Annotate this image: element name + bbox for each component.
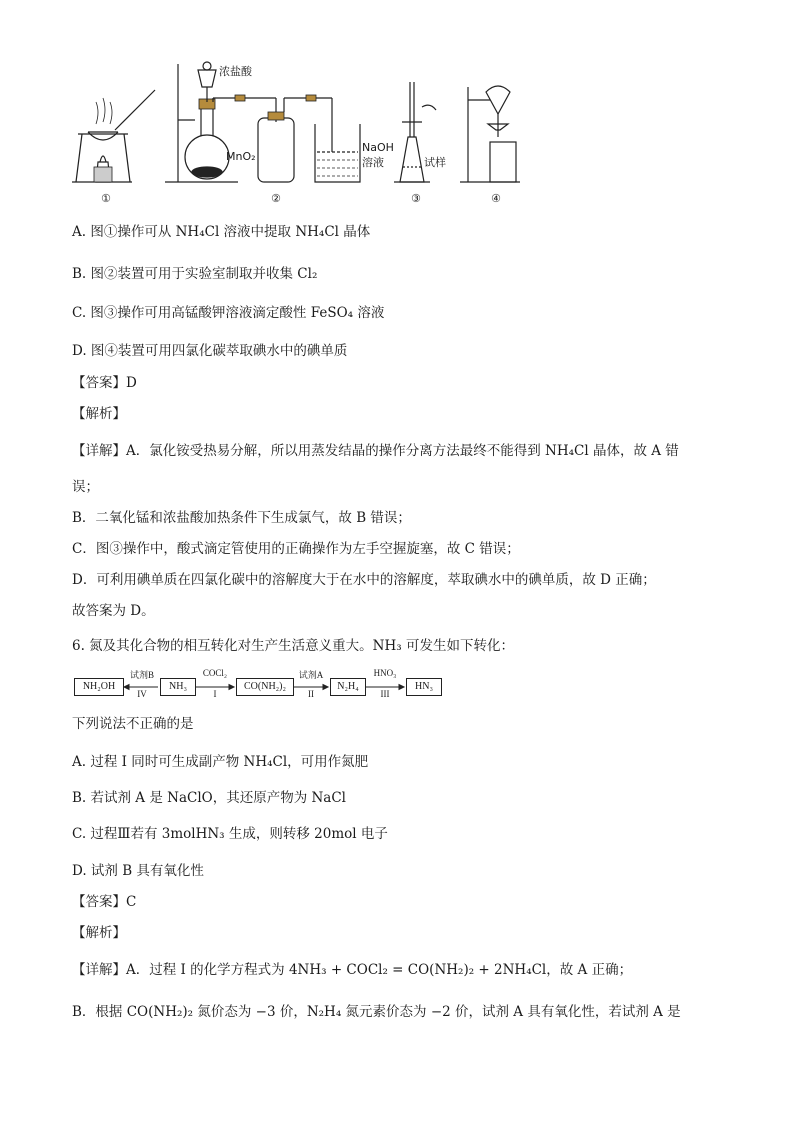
q6-flow-diagram — [72, 668, 452, 704]
apparatus-2-chlorine — [165, 62, 332, 182]
flow-arrow3-top: HNO₃ — [373, 668, 397, 678]
q6-option-a: A. 过程 I 同时可生成副产物 NH₄Cl，可用作氮肥 — [72, 754, 369, 770]
figure-number-4: ④ — [491, 192, 501, 205]
q5-answer: 【答案】D — [72, 375, 137, 391]
naoh-beaker — [315, 124, 360, 182]
q6-option-d: D. 试剂 B 具有氧化性 — [72, 863, 204, 879]
q6-question: 下列说法不正确的是 — [72, 716, 194, 732]
figure-number-3: ③ — [411, 192, 421, 205]
flow-arrow2-top: 试剂A — [298, 670, 324, 680]
flow-arrow4-bottom: IV — [137, 689, 147, 699]
flow-arrow3-bottom: III — [380, 689, 390, 699]
q6-detail-b: B．根据 CO(NH₂)₂ 氮价态为 −3 价，N₂H₄ 氮元素价态为 −2 价，试剂 A 具有氧化性，若试剂 A 是 — [72, 1004, 681, 1020]
apparatus-4-separatory-funnel — [460, 86, 520, 182]
q6-detail-a: 【详解】A．过程 I 的化学方程式为 4NH₃ + COCl₂ = CO(NH₂)₂ + 2NH₄Cl，故 A 正确； — [72, 962, 633, 978]
flow-arrow4-top: 试剂B — [129, 670, 154, 680]
flow-node-urea: CO(NH₂)₂ — [236, 678, 294, 696]
label-naoh: NaOH — [362, 141, 394, 154]
flow-node-n2h4: N₂H₄ — [330, 678, 366, 696]
q6-option-b: B. 若试剂 A 是 NaClO，其还原产物为 NaCl — [72, 790, 347, 806]
q5-detail-line2: 误； — [72, 479, 99, 495]
q5-option-a: A. 图①操作可从 NH₄Cl 溶液中提取 NH₄Cl 晶体 — [72, 224, 371, 240]
figure-number-2: ② — [271, 192, 281, 205]
flow-arrow1-bottom: I — [213, 689, 217, 699]
q6-stem: 6. 氮及其化合物的相互转化对生产生活意义重大。NH₃ 可发生如下转化： — [72, 638, 514, 654]
flow-arrow2-bottom: II — [308, 689, 314, 699]
figure-number-1: ① — [101, 192, 111, 205]
q5-detail-b: B．二氧化锰和浓盐酸加热条件下生成氯气，故 B 错误； — [72, 510, 411, 526]
q5-conclusion: 故答案为 D。 — [72, 603, 155, 619]
label-solution: 溶液 — [362, 156, 384, 169]
flow-node-nh2oh: NH₂OH — [74, 678, 124, 696]
q6-answer: 【答案】C — [72, 894, 137, 910]
q5-option-b: B. 图②装置可用于实验室制取并收集 Cl₂ — [72, 266, 318, 282]
q6-option-c: C. 过程Ⅲ若有 3molHN₃ 生成，则转移 20mol 电子 — [72, 826, 388, 842]
flow-arrow1-top: COCl₂ — [202, 668, 228, 678]
q5-option-d: D. 图④装置可用四氯化碳萃取碘水中的碘单质 — [72, 343, 348, 359]
apparatus-drawing — [70, 52, 530, 207]
flow-node-hn3: HN₃ — [406, 678, 442, 696]
q5-detail-line1: 【详解】A．氯化铵受热易分解，所以用蒸发结晶的操作分离方法最终不能得到 NH₄Cl 晶体，故 A 错 — [72, 443, 679, 459]
apparatus-figure — [70, 52, 530, 207]
apparatus-1-evaporation — [72, 90, 155, 182]
label-conc-hcl: 浓盐酸 — [219, 65, 252, 78]
flow-node-nh3: NH₃ — [160, 678, 196, 696]
q5-detail-d: D．可利用碘单质在四氯化碳中的溶解度大于在水中的溶解度，萃取碘水中的碘单质，故 D 正确； — [72, 572, 656, 588]
q5-detail-c: C．图③操作中，酸式滴定管使用的正确操作为左手空握旋塞，故 C 错误； — [72, 541, 520, 557]
label-sample: 试样 — [424, 156, 446, 169]
q6-analysis-heading: 【解析】 — [72, 925, 126, 941]
q5-analysis-heading: 【解析】 — [72, 406, 126, 422]
q5-option-c: C. 图③操作可用高锰酸钾溶液滴定酸性 FeSO₄ 溶液 — [72, 305, 385, 321]
label-mno2: MnO₂ — [226, 150, 256, 163]
